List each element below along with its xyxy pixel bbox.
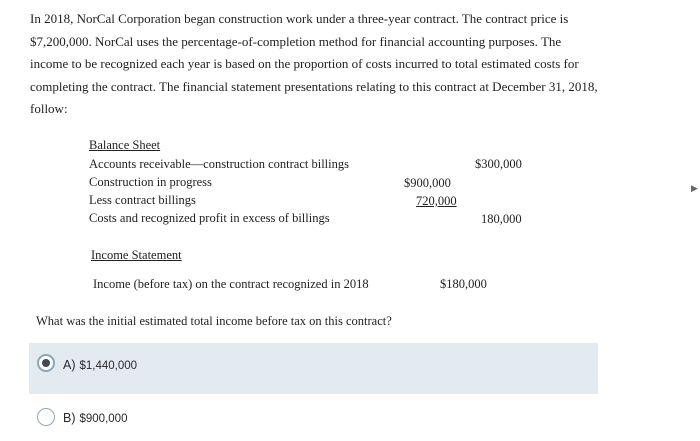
intro-line: follow: bbox=[30, 101, 68, 116]
radio-selected-icon[interactable] bbox=[37, 354, 55, 372]
radio-dot-icon bbox=[42, 359, 50, 367]
option-letter: A) bbox=[63, 358, 76, 372]
income-statement-heading: Income Statement bbox=[91, 248, 182, 262]
bs-row-value: $900,000 bbox=[404, 176, 451, 190]
bs-row-label: Construction in progress bbox=[89, 175, 212, 189]
intro-line: income to be recognized each year is based on the proportion of costs incurred to total estimated costs for bbox=[30, 56, 579, 71]
is-row-label: Income (before tax) on the contract recognized in 2018 bbox=[93, 277, 369, 291]
intro-line: In 2018, NorCal Corporation began construction work under a three-year contract. The contract price is bbox=[30, 11, 569, 26]
option-value: $1,440,000 bbox=[79, 360, 138, 372]
intro-line: completing the contract. The financial statement presentations relating to this contract at December 31, 2018, bbox=[30, 78, 598, 94]
bs-row-value: 720,000 bbox=[416, 194, 457, 208]
intro-line: $7,200,000. NorCal uses the percentage-of-completion method for financial accounting purposes. The bbox=[30, 33, 562, 49]
balance-sheet-heading: Balance Sheet bbox=[89, 138, 161, 152]
bs-row-value: $300,000 bbox=[475, 157, 522, 171]
option-value: $900,000 bbox=[79, 413, 128, 425]
option-letter: B) bbox=[63, 411, 76, 425]
question-text: What was the initial estimated total income before tax on this contract? bbox=[36, 314, 392, 328]
bs-row-label: Accounts receivable—construction contract billings bbox=[89, 157, 349, 171]
radio-unselected-icon[interactable] bbox=[37, 408, 55, 426]
bs-row-label: Less contract billings bbox=[89, 193, 196, 207]
option-b-label[interactable] bbox=[63, 411, 127, 425]
problem-text bbox=[30, 8, 630, 121]
option-a-label[interactable] bbox=[63, 358, 137, 372]
arrow-icon: ▶ bbox=[691, 183, 698, 193]
bs-row-label: Costs and recognized profit in excess of billings bbox=[89, 211, 330, 225]
is-row-value: $180,000 bbox=[440, 277, 487, 291]
bs-row-value: 180,000 bbox=[481, 212, 522, 226]
